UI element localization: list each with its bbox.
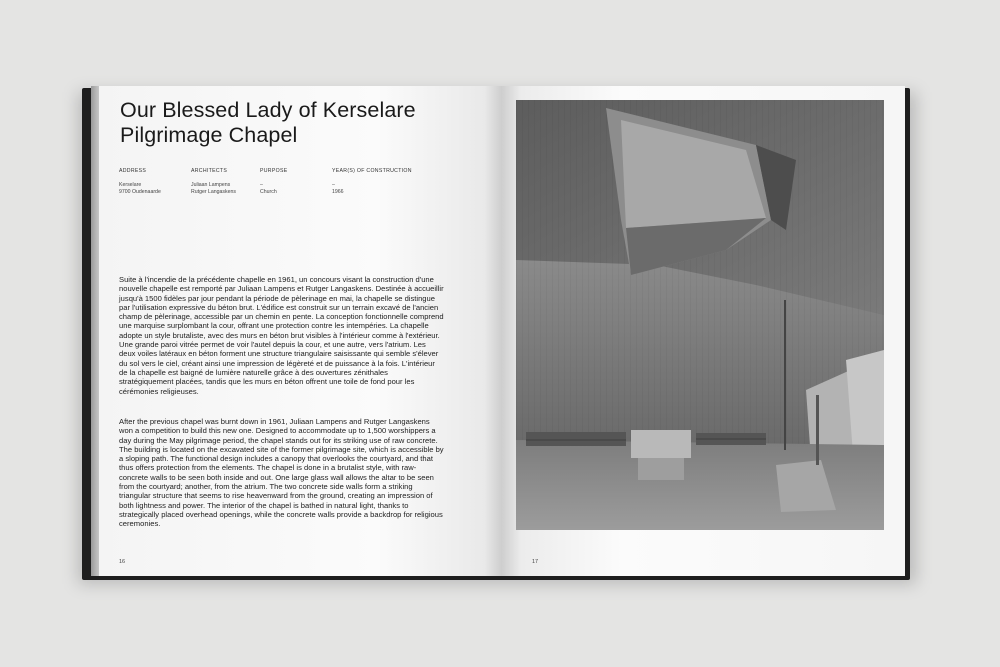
meta-value: –	[260, 182, 263, 188]
meta-value: Church	[260, 189, 277, 195]
meta-value: Juliaan Lampens	[191, 182, 231, 188]
meta-value: Rutger Langaskens	[191, 189, 236, 195]
meta-value: –	[332, 182, 335, 188]
meta-heading: YEAR(S) OF CONSTRUCTION	[332, 168, 412, 174]
title-line-1: Our Blessed Lady of Kerselare	[120, 98, 416, 122]
meta-heading: ARCHITECTS	[191, 168, 228, 174]
page-number-left: 16	[119, 559, 126, 565]
meta-year	[332, 168, 412, 196]
meta-heading: ADDRESS	[119, 168, 147, 174]
meta-heading: PURPOSE	[260, 168, 288, 174]
body-text-french: Suite à l'incendie de la précédente chapelle en 1961, un concours visant la construction d'une nouvelle chapelle est remporté par Juliaan Lampens et Rutger Langaskens. Destinée à accueillir jusqu'à 1500 fidèles par jour pendant la période de pèlerinage en mai, la chapelle se distingue par l'utilisation expressive du béton brut. L'édifice est construit sur un terrain excavé de l'ancien champ de pèlerinage, accessible par un chemin en pente. La conception fonctionnelle comprend une marquise surplombant la cour, offrant une protection contre les intempéries. La chapelle adopte un style brutaliste, avec des murs en béton brut visibles à l'intérieur comme à l'extérieur. Une grande paroi vitrée permet de voir l'autel depuis la cour, et une autre, vers l'atrium. Les deux voiles latéraux en béton forment une structure triangulaire saisissante qui semble s'élever du sol vers le ciel, créant ainsi une impression de légèreté et de puissance à la fois. L'intérieur de la chapelle est baigné de lumière naturelle grâce à des ouvertures zénithales stratégiquement placées, tandis que les murs en béton offrent une toile de fond pour les cérémonies religieuses.	[119, 275, 444, 396]
title-line-2: Pilgrimage Chapel	[120, 123, 298, 147]
meta-value: Kerselare	[119, 182, 142, 188]
body-text-english: After the previous chapel was burnt down in 1961, Juliaan Lampens and Rutger Langaskens won a competition to build this new one. Designed to accommodate up to 1,500 worshippers a day during the May pilgrimage period, the chapel stands out for its striking use of raw concrete. The building is located on the excavated site of the former pilgrimage site, which is accessible by a sloping path. The functional design includes a canopy that overlooks the courtyard, and that thus offers protection from the elements. The chapel is done in a brutalist style, with raw-concrete walls to be seen both inside and out. One large glass wall allows the altar to be seen from the courtyard; another, from the atrium. The two concrete side walls form a striking triangular structure that seems to rise heavenward from the ground, creating an impression of both lightness and power. The interior of the chapel is bathed in natural light, thanks to strategically placed overhead openings, while the concrete walls provide a backdrop for religious ceremonies.	[119, 417, 444, 529]
meta-purpose	[260, 168, 287, 196]
chapel-interior-photo	[516, 100, 884, 530]
page-edge-strip	[91, 86, 99, 576]
meta-value: 1966	[332, 189, 344, 195]
meta-architects	[191, 168, 236, 196]
chapel-interior-illustration	[516, 100, 884, 530]
chapter-title	[120, 98, 490, 148]
page-number-right: 17	[532, 559, 539, 565]
meta-address	[119, 168, 161, 196]
meta-value: 9700 Oudenaarde	[119, 189, 161, 195]
